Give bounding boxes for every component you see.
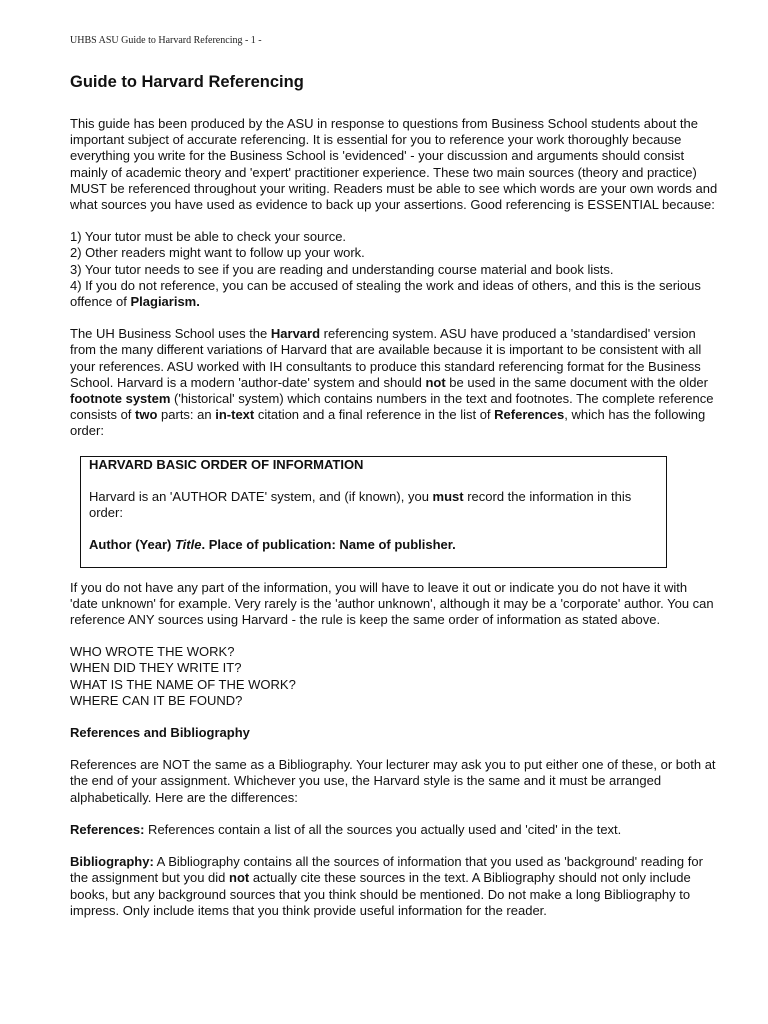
harvard-order-box [80, 456, 667, 568]
document-body [70, 116, 718, 935]
format-run: . Place of publication: Name of publisher. [201, 537, 456, 553]
emphasis-two: two [135, 407, 158, 423]
reason-text: 4) If you do not reference, you can be accused of stealing the work and ideas of others, and this is the serious offence of [70, 277, 701, 310]
emphasis-not: not [425, 374, 446, 390]
format-title: Title [174, 537, 202, 553]
text-run: The UH Business School uses the [70, 326, 271, 342]
box-text [89, 489, 658, 521]
running-header: UHBS ASU Guide to Harvard Referencing - 1 - [70, 35, 262, 46]
intro-paragraph: This guide has been produced by the ASU in response to questions from Business School students about the important subject of accurate referencing. It is essential for you to reference your work thoroughly because everything you write for the Business School is 'evidenced' - your discussion and arguments should consist mainly of academic theory and 'expert' practitioner experience. These two main sources (theory and practice) MUST be referenced throughout your writing. Readers must be able to see which words are your own words and what sources you have used as evidence to back up your assertions. Good referencing is ESSENTIAL because: [70, 116, 718, 213]
question-item: WHO WROTE THE WORK? [70, 644, 235, 660]
text-run: A Bibliography contains all the sources of information that you used as 'background' reading for the assignment but you did [70, 854, 703, 886]
reference-format [89, 537, 658, 553]
page-title: Guide to Harvard Referencing [70, 73, 304, 91]
text-run: Harvard is an 'AUTHOR DATE' system, and (if known), you [89, 488, 433, 504]
references-label: References: [70, 821, 145, 837]
harvard-term: Harvard [270, 326, 321, 342]
reason-item: 3) Your tutor needs to see if you are reading and understanding course material and book lists. [70, 261, 614, 277]
question-item: WHEN DID THEY WRITE IT? [70, 660, 242, 676]
box-heading: HARVARD BASIC ORDER OF INFORMATION [89, 456, 364, 472]
questions-list [70, 644, 718, 709]
text-run: referencing system. ASU have produced a 'standardised' version from the many different variations of Harvard that are available because it is important to be consistent with all your references. ASU worked with IH consultants to produce this standard referencing format for the Business School. Harvard is a modern 'author-date' system and should [70, 326, 702, 390]
emphasis-not: not [229, 870, 250, 886]
bibliography-definition [70, 854, 718, 919]
missing-info-paragraph: If you do not have any part of the information, you will have to leave it out or indicate you do not have it with 'date unknown' for example. Very rarely is the 'author unknown', although it may be a 'corporate' author. You can reference ANY sources using Harvard - the rule is keep the same order of information as stated above. [70, 579, 714, 628]
section-heading: References and Bibliography [70, 725, 250, 741]
references-term: References [494, 407, 565, 423]
reason-item: 1) Your tutor must be able to check your source. [70, 229, 347, 245]
reasons-list [70, 229, 718, 310]
footnote-system-term: footnote system [70, 391, 171, 407]
reason-item [70, 278, 718, 310]
in-text-term: in-text [215, 407, 255, 423]
text-run: actually cite these sources in the text. A Bibliography should not only include books, but any background sources that you think should be mentioned. Do not make a long Bibliography to impress. Only include items that you think provide useful information for the reader. [70, 870, 691, 918]
refs-vs-bib-paragraph: References are NOT the same as a Bibliography. Your lecturer may ask you to put either one of these, or both at the end of your assignment. Whichever you use, the Harvard style is the same and it must be arranged alphabetically. Here are the differences: [70, 757, 716, 805]
plagiarism-term: Plagiarism. [130, 294, 200, 310]
text-run: , which has the following order: [70, 407, 706, 439]
question-item: WHAT IS THE NAME OF THE WORK? [70, 676, 296, 692]
text-run: citation and a final reference in the list of [254, 407, 495, 423]
reason-item: 2) Other readers might want to follow up your work. [70, 245, 365, 261]
text-run: parts: an [157, 407, 216, 423]
format-run: Author (Year) [89, 537, 175, 553]
text-run: References contain a list of all the sources you actually used and 'cited' in the text. [144, 821, 622, 837]
question-item: WHERE CAN IT BE FOUND? [70, 692, 243, 708]
text-run: ('historical' system) which contains numbers in the text and footnotes. The complete reference consists of [70, 391, 714, 423]
emphasis-must: must [432, 488, 464, 504]
references-definition [70, 822, 718, 838]
text-run: be used in the same document with the older [445, 374, 708, 390]
text-run: record the information in this order: [89, 488, 632, 521]
harvard-paragraph [70, 326, 718, 439]
bibliography-label: Bibliography: [70, 854, 154, 870]
